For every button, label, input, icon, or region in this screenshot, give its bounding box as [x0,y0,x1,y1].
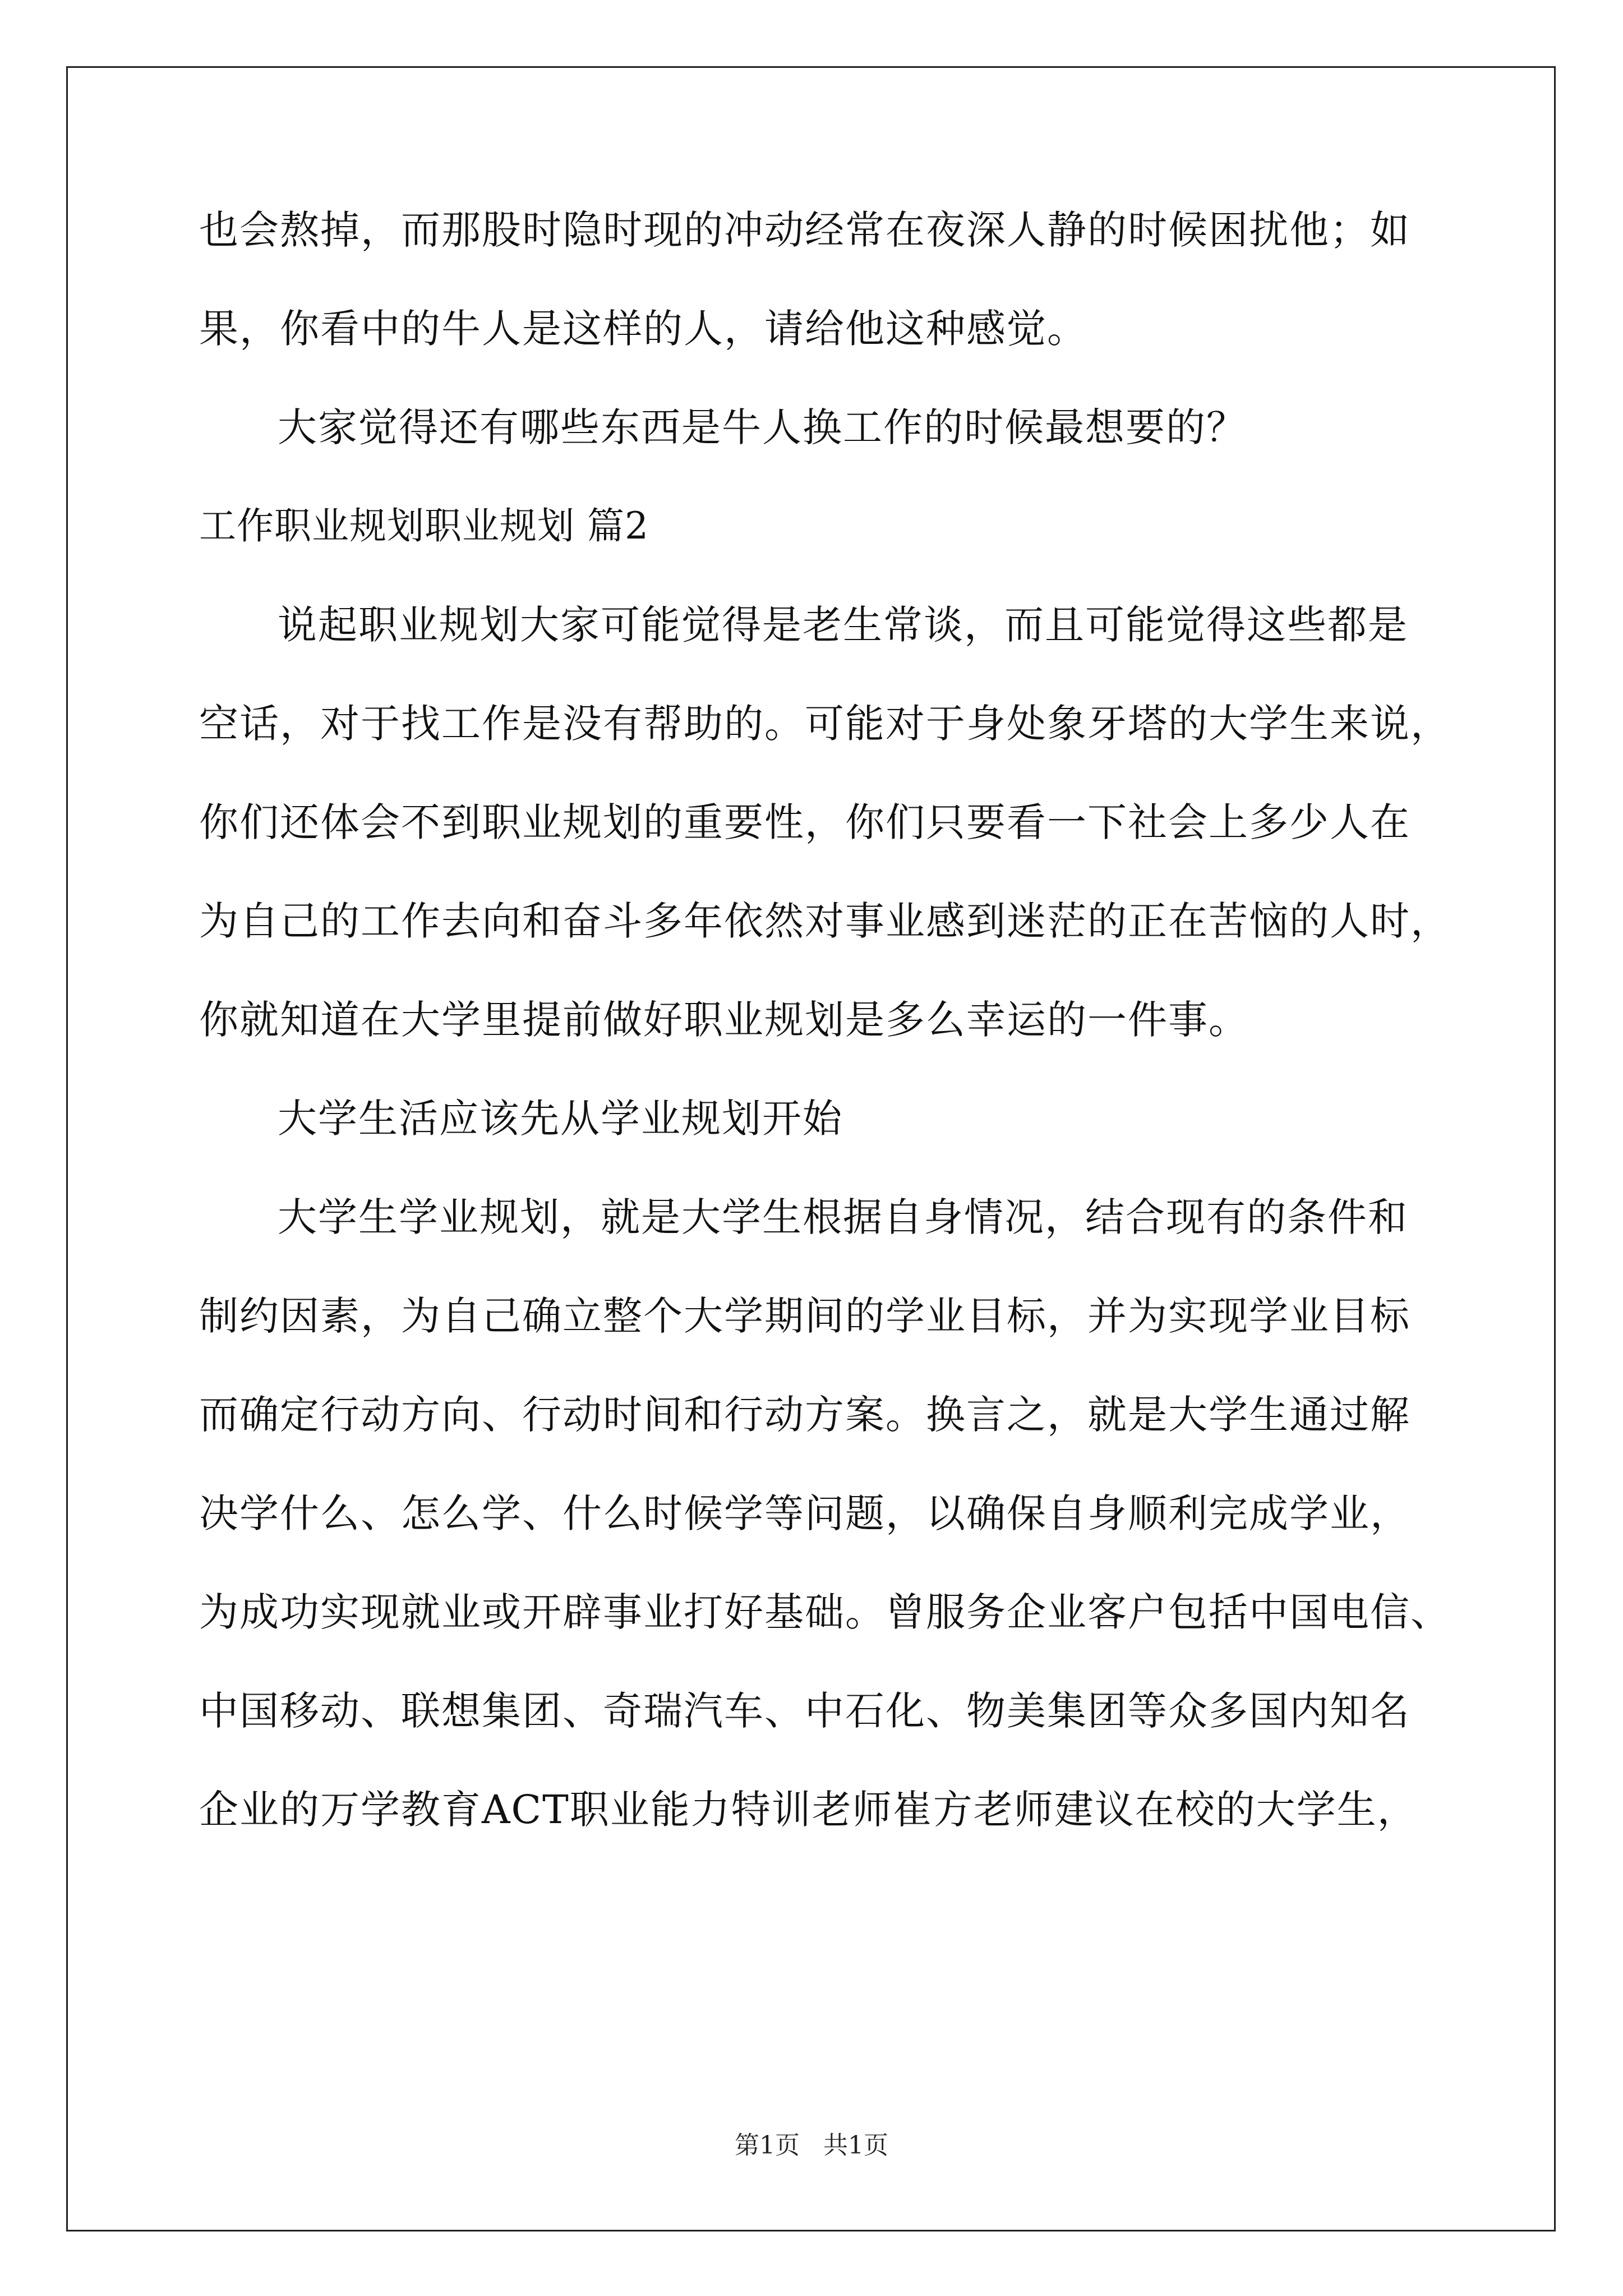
paragraph-line: 你们还体会不到职业规划的重要性，你们只要看一下社会上多少人在 [199,799,1410,845]
paragraph-line: 企业的万学教育ACT职业能力特训老师崔方老师建议在校的大学生， [199,1787,1418,1833]
paragraph-line: 中国移动、联想集团、奇瑞汽车、中石化、物美集团等众多国内知名 [199,1688,1410,1734]
paragraph-line: 制约因素，为自己确立整个大学期间的学业目标，并为实现学业目标 [199,1293,1410,1339]
paragraph-line: 而确定行动方向、行动时间和行动方案。换言之，就是大学生通过解 [199,1392,1410,1438]
subheading-line: 大学生活应该先从学业规划开始 [278,1096,843,1142]
paragraph-line: 空话，对于找工作是没有帮助的。可能对于身处象牙塔的大学生来说， [199,701,1451,747]
paragraph-line: 决学什么、怎么学、什么时候学等问题，以确保自身顺利完成学业， [199,1490,1410,1536]
page-footer: 第1页 共1页 [735,2131,888,2160]
paragraph-line: 大学生学业规划，就是大学生根据自身情况，结合现有的条件和 [278,1194,1408,1240]
section-heading: 工作职业规划职业规划 篇2 [199,504,649,547]
paragraph-line: 为自己的工作去向和奋斗多年依然对事业感到迷茫的正在苦恼的人时， [199,898,1451,944]
paragraph-line: 为成功实现就业或开辟事业打好基础。曾服务企业客户包括中国电信、 [199,1589,1451,1635]
paragraph-line: 说起职业规划大家可能觉得是老生常谈，而且可能觉得这些都是 [278,602,1408,648]
paragraph-line: 大家觉得还有哪些东西是牛人换工作的时候最想要的？ [278,404,1247,450]
paragraph-line: 也会熬掉，而那股时隐时现的冲动经常在夜深人静的时候困扰他；如 [199,207,1410,253]
paragraph-line: 你就知道在大学里提前做好职业规划是多么幸运的一件事。 [199,997,1249,1043]
document-body [199,207,1451,1889]
paragraph-line: 果，你看中的牛人是这样的人，请给他这种感觉。 [199,306,1087,352]
